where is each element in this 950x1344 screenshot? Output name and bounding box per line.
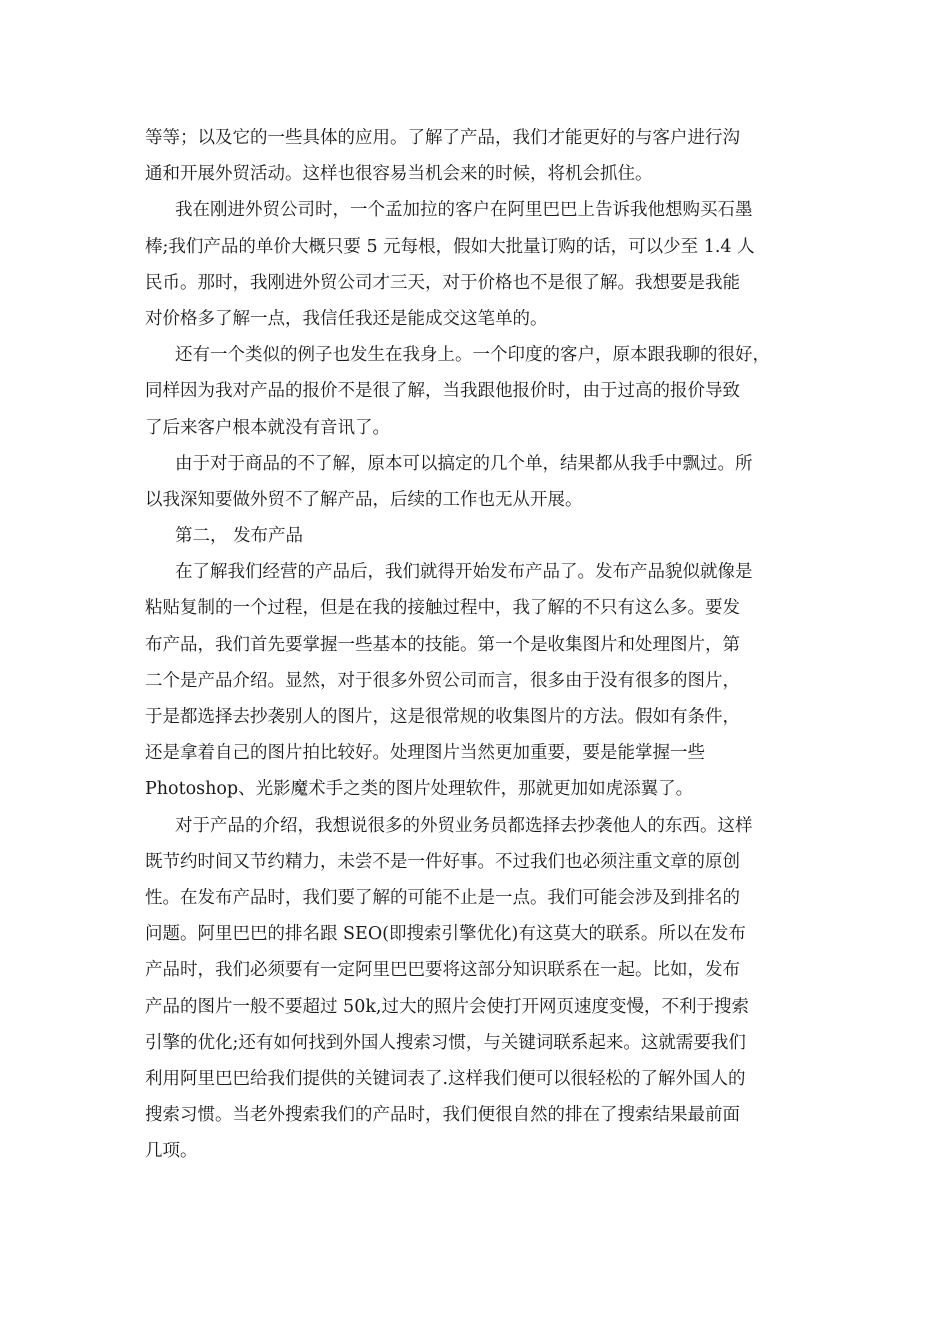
text-line: 在了解我们经营的产品后，我们就得开始发布产品了。发布产品貌似就像是 bbox=[175, 562, 753, 583]
text-line: 产品的图片一般不要超过 50k,过大的照片会使打开网页速度变慢，不利于搜索 bbox=[145, 996, 749, 1017]
text-line: 于是都选择去抄袭别人的图片，这是很常规的收集图片的方法。假如有条件， bbox=[145, 707, 740, 727]
text-line: 由于对于商品的不了解，原本可以搞定的几个单，结果都从我手中飘过。所 bbox=[175, 453, 753, 474]
text-line: Photoshop、光影魔术手之类的图片处理软件，那就更加如虎添翼了。 bbox=[145, 779, 694, 800]
section-heading: 第二， 发布产品 bbox=[175, 526, 304, 547]
text-line: 棒;我们产品的单价大概只要 5 元每根，假如大批量订购的话，可以少至 1.4 人 bbox=[145, 236, 755, 257]
text-line: 对价格多了解一点，我信任我还是能成交这笔单的。 bbox=[145, 308, 548, 329]
text-line: 问题。阿里巴巴的排名跟 SEO(即搜索引擎优化)有这莫大的联系。所以在发布 bbox=[145, 924, 746, 945]
text-line: 以我深知要做外贸不了解产品，后续的工作也无从开展。 bbox=[145, 489, 583, 510]
text-line: 粘贴复制的一个过程，但是在我的接触过程中，我了解的不只有这么多。要发 bbox=[145, 598, 740, 619]
text-line: 搜索习惯。当老外搜索我们的产品时，我们便很自然的排在了搜索结果最前面 bbox=[145, 1105, 740, 1126]
text-line: 既节约时间又节约精力，未尝不是一件好事。不过我们也必须注重文章的原创 bbox=[145, 851, 740, 872]
text-line: 我在刚进外贸公司时，一个孟加拉的客户在阿里巴巴上告诉我他想购买石墨 bbox=[175, 200, 753, 221]
text-line: 引擎的优化;还有如何找到外国人搜索习惯，与关键词联系起来。这就需要我们 bbox=[145, 1032, 746, 1053]
text-line: 产品时，我们必须要有一定阿里巴巴要将这部分知识联系在一起。比如，发布 bbox=[145, 960, 740, 981]
text-line: 等等；以及它的一些具体的应用。了解了产品，我们才能更好的与客户进行沟 bbox=[145, 128, 740, 148]
text-line: 布产品，我们首先要掌握一些基本的技能。第一个是收集图片和处理图片，第 bbox=[145, 634, 740, 655]
text-line: 利用阿里巴巴给我们提供的关键词表了.这样我们便可以很轻松的了解外国人的 bbox=[145, 1068, 746, 1089]
text-line: 通和开展外贸活动。这样也很容易当机会来的时候，将机会抓住。 bbox=[145, 164, 653, 185]
text-line: 二个是产品介绍。显然，对于很多外贸公司而言，很多由于没有很多的图片， bbox=[145, 670, 740, 691]
text-line: 几项。 bbox=[145, 1141, 198, 1162]
text-line: 民币。那时，我刚进外贸公司才三天，对于价格也不是很了解。我想要是我能 bbox=[145, 272, 740, 293]
text-line: 还有一个类似的例子也发生在我身上。一个印度的客户，原本跟我聊的很好， bbox=[175, 345, 770, 366]
body-text bbox=[145, 120, 815, 1169]
text-line: 性。在发布产品时，我们要了解的可能不止是一点。我们可能会涉及到排名的 bbox=[145, 887, 740, 908]
text-line: 同样因为我对产品的报价不是很了解，当我跟他报价时，由于过高的报价导致 bbox=[145, 381, 740, 402]
text-line: 了后来客户根本就没有音讯了。 bbox=[145, 417, 390, 438]
text-line: 还是拿着自己的图片拍比较好。处理图片当然更加重要，要是能掌握一些 bbox=[145, 743, 705, 764]
text-line: 对于产品的介绍，我想说很多的外贸业务员都选择去抄袭他人的东西。这样 bbox=[175, 815, 753, 836]
